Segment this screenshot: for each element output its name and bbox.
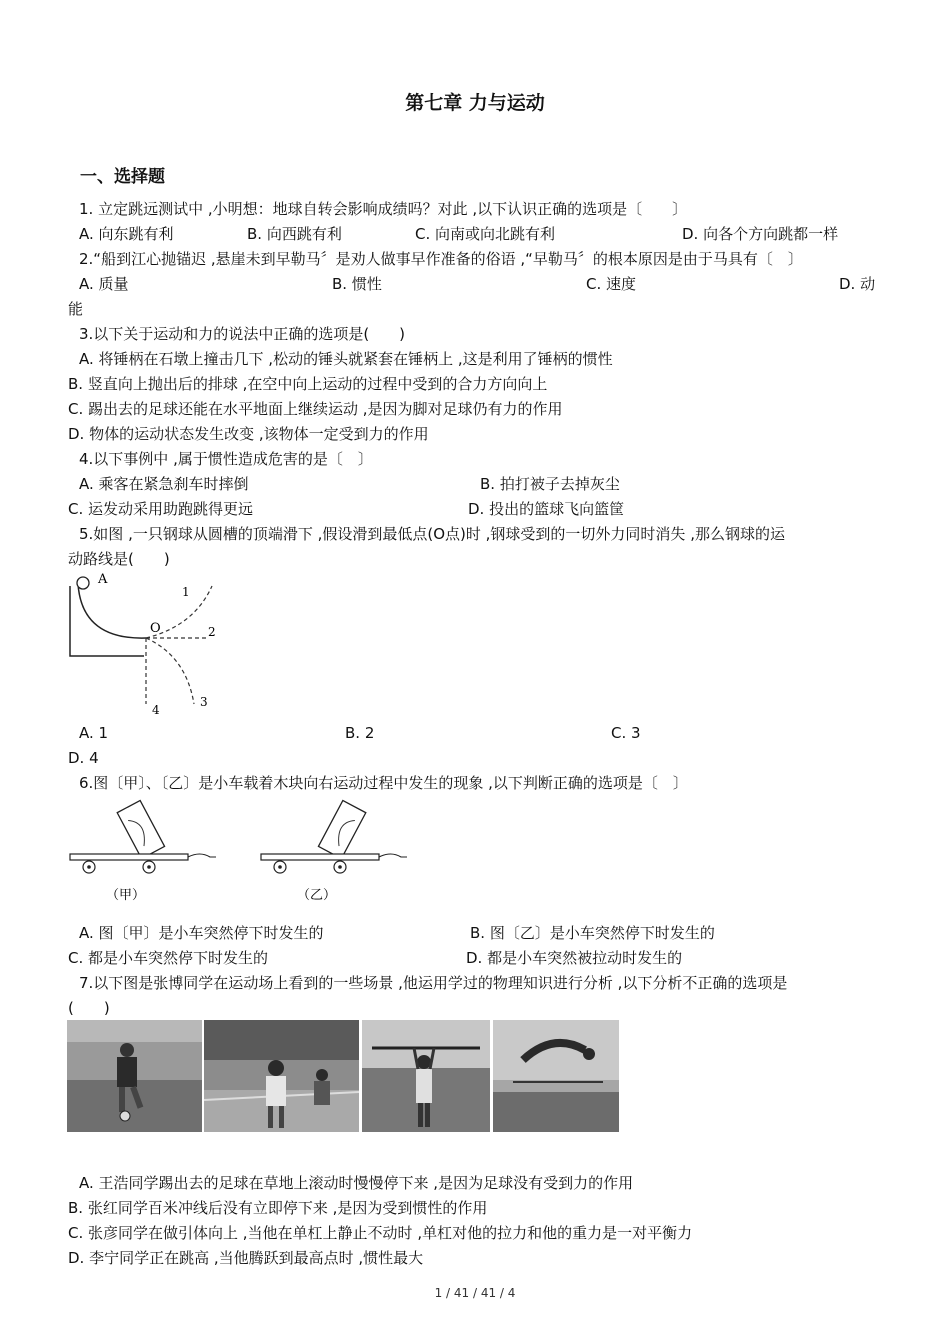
circular-groove [78, 584, 146, 638]
q4-stem: 4.以下事例中 ,属于惯性造成危害的是〔 〕 [79, 450, 373, 468]
q4-option-d: D. 投出的篮球飞向篮筐 [468, 500, 625, 518]
section-heading: 一、选择题 [80, 167, 165, 187]
tow-rope [188, 854, 216, 857]
q1-option-d: D. 向各个方向跳都一样 [682, 225, 839, 243]
wood-block [318, 800, 365, 858]
q5-option-d: D. 4 [68, 749, 99, 767]
q7-option-d: D. 李宁同学正在跳高 ,当他腾跃到最高点时 ,惯性最大 [68, 1249, 424, 1267]
q3-option-a: A. 将锤柄在石墩上撞击几下 ,松动的锤头就紧套在锤柄上 ,这是利用了锤柄的惯性 [79, 350, 613, 368]
caption-jia: （甲） [106, 888, 146, 903]
cart-board [70, 854, 188, 860]
path-3 [146, 638, 194, 704]
cart-board [261, 854, 379, 860]
q5-option-b: B. 2 [345, 724, 375, 742]
q6-option-d: D. 都是小车突然被拉动时发生的 [466, 949, 683, 967]
label-path-3: 3 [200, 695, 208, 709]
q4-option-c: C. 运发动采用助跑跳得更远 [68, 500, 254, 518]
q3-option-d: D. 物体的运动状态发生改变 ,该物体一定受到力的作用 [68, 425, 429, 443]
photo-sprint [204, 1020, 359, 1132]
q2-option-d-continued: 能 [68, 300, 84, 318]
q5-option-a: A. 1 [79, 724, 109, 742]
q2-stem: 2.“船到江心抛锚迟 ,悬崖未到早勒马〞是劝人做事早作准备的俗语 ,“早勒马〞的根本原因是由于马具有〔 〕 [79, 250, 803, 268]
photo-soccer [67, 1020, 202, 1132]
q5-option-c: C. 3 [611, 724, 641, 742]
q3-option-c: C. 踢出去的足球还能在水平地面上继续运动 ,是因为脚对足球仍有力的作用 [68, 400, 563, 418]
label-path-4: 4 [152, 703, 160, 717]
q1-stem: 1. 立定跳远测试中 ,小明想：地球自转会影响成绩吗？对此 ,以下认识正确的选项是〔 〕 [79, 200, 688, 218]
q2-option-d: D. 动 [839, 275, 876, 293]
q6-option-b: B. 图〔乙〕是小车突然停下时发生的 [470, 924, 715, 942]
q6-option-c: C. 都是小车突然停下时发生的 [68, 949, 269, 967]
page-number: 1 / 41 / 41 / 4 [434, 1286, 516, 1300]
label-o: O [150, 621, 161, 636]
q5-stem: 5.如图 ,一只钢球从圆槽的顶端滑下 ,假设滑到最低点(O点)时 ,钢球受到的一切外力同时消失 ,那么钢球的运 [79, 525, 785, 543]
q7-stem: 7.以下图是张博同学在运动场上看到的一些场景 ,他运用学过的物理知识进行分析 ,以下分析不正确的选项是 [79, 974, 788, 992]
photo-pull-up [362, 1020, 490, 1132]
tow-rope [379, 854, 407, 857]
q7-option-c: C. 张彦同学在做引体向上 ,当他在单杠上静止不动时 ,单杠对他的拉力和他的重力是一对平衡力 [68, 1224, 693, 1242]
groove-wall [70, 586, 144, 656]
q5-trajectory-figure [62, 568, 232, 718]
q2-option-a: A. 质量 [79, 275, 129, 293]
label-path-1: 1 [182, 585, 190, 599]
page-title: 第七章 力与运动 [405, 92, 545, 114]
q6-cart-figure-yi [253, 796, 413, 906]
q3-option-b: B. 竖直向上抛出后的排球 ,在空中向上运动的过程中受到的合力方向向上 [68, 375, 548, 393]
q1-option-b: B. 向西跳有利 [247, 225, 342, 243]
q5-stem-continued: 动路线是( ) [68, 550, 170, 568]
label-a: A [98, 572, 108, 587]
q4-option-b: B. 拍打被子去掉灰尘 [480, 475, 620, 493]
label-path-2: 2 [208, 625, 216, 639]
q7-option-a: A. 王浩同学踢出去的足球在草地上滚动时慢慢停下来 ,是因为足球没有受到力的作用 [79, 1174, 634, 1192]
q2-option-b: B. 惯性 [332, 275, 382, 293]
q3-stem: 3.以下关于运动和力的说法中正确的选项是( ) [79, 325, 406, 343]
q6-option-a: A. 图〔甲〕是小车突然停下时发生的 [79, 924, 324, 942]
steel-ball [77, 577, 89, 589]
caption-yi: （乙） [297, 888, 337, 903]
q4-option-a: A. 乘客在紧急刹车时摔倒 [79, 475, 249, 493]
wood-block [117, 800, 164, 858]
q1-option-c: C. 向南或向北跳有利 [415, 225, 556, 243]
q7-stem-continued: ( ) [68, 999, 110, 1017]
q1-option-a: A. 向东跳有利 [79, 225, 174, 243]
q2-option-c: C. 速度 [586, 275, 637, 293]
q6-stem: 6.图〔甲〕、〔乙〕是小车载着木块向右运动过程中发生的现象 ,以下判断正确的选项是〔 〕 [79, 774, 688, 792]
q6-cart-figure-jia [62, 796, 222, 906]
q7-option-b: B. 张红同学百米冲线后没有立即停下来 ,是因为受到惯性的作用 [68, 1199, 488, 1217]
photo-high-jump [493, 1020, 619, 1132]
